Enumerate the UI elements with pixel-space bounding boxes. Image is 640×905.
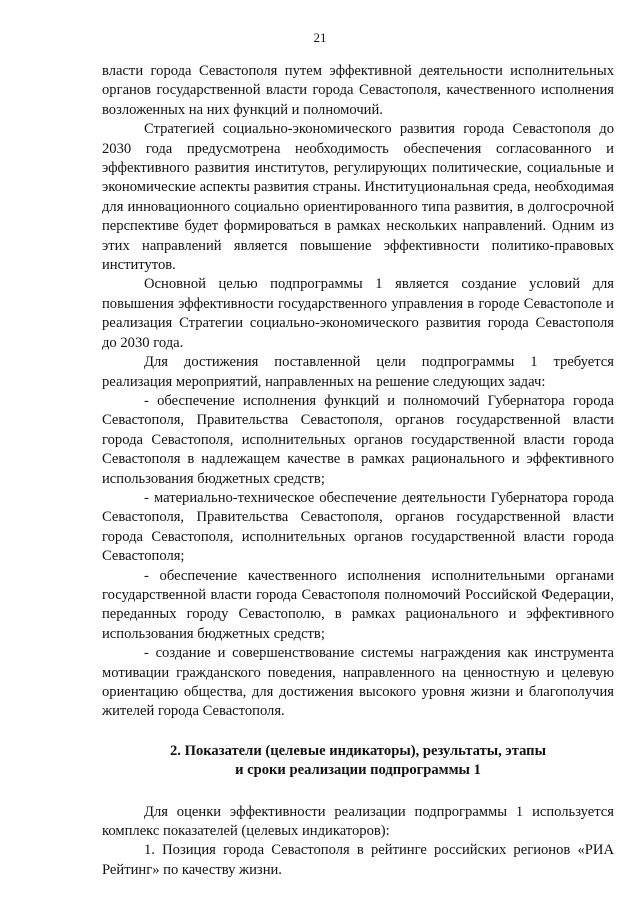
document-body [102, 62, 614, 880]
paragraph-indicators-intro: Для оценки эффективности реализации подпрограммы 1 используется комплекс показателей (целевых индикаторов): [102, 803, 614, 840]
section-heading [102, 742, 614, 781]
section-heading-line-2: и сроки реализации подпрограммы 1 [235, 762, 481, 779]
list-item-task-2: - материально-техническое обеспечение деятельности Губернатора города Севастополя, Правительства Севастополя, органов государственной власти города Севастополя, исполнительных органов государственной власти города Севастополя; [102, 489, 614, 565]
list-item-indicator-1: 1. Позиция города Севастополя в рейтинге российских регионов «РИА Рейтинг» по качеству жизни. [102, 842, 614, 878]
section-heading-line-1: 2. Показатели (целевые индикаторы), результаты, этапы [170, 742, 546, 759]
paragraph-continuation: власти города Севастополя путем эффективной деятельности исполнительных органов государственной власти города Севастополя, качественного исполнения возложенных на них функций и полномочий. [102, 63, 614, 118]
list-item-task-3: - обеспечение качественного исполнения исполнительными органами государственной власти города Севастополя полномочий Российской Федерации, переданных городу Севастополю, в рамках рационального и эффективного использования бюджетных средств; [102, 567, 614, 642]
paragraph-tasks-intro: Для достижения поставленной цели подпрограммы 1 требуется реализация мероприятий, направленных на решение следующих задач: [102, 354, 614, 390]
paragraph-main-goal: Основной целью подпрограммы 1 является создание условий для повышения эффективности государственного управления в городе Севастополе и реализация Стратегии социально-экономического развития города Севастополя до 2030 года. [102, 276, 614, 351]
page-number: 21 [313, 30, 327, 45]
list-item-task-4: - создание и совершенствование системы награждения как инструмента мотивации гражданского поведения, направленного на ценностную и целевую ориентацию общества, для достижения высокого уровня жизни и благополучия жителей города Севастополя. [102, 645, 614, 720]
list-item-task-1: - обеспечение исполнения функций и полномочий Губернатора города Севастополя, Правительства Севастополя, органов государственной власти города Севастополя, исполнительных органов государственной власти города Севастополя в надлежащем качестве в рамках рационального и эффективного использования бюджетных средств; [102, 392, 614, 487]
paragraph-strategy: Стратегией социально-экономического развития города Севастополя до 2030 года предусмотрена необходимость обеспечения согласованного и эффективного развития институтов, регулирующих политические, социальные и экономические аспекты развития страны. Институциональная среда, необходимая для инновационного социально ориентированного типа развития, в долгосрочной перспективе будет формироваться в рамках нескольких направлений. Одним из этих направлений является повышение эффективности политико-правовых институтов. [102, 121, 614, 274]
